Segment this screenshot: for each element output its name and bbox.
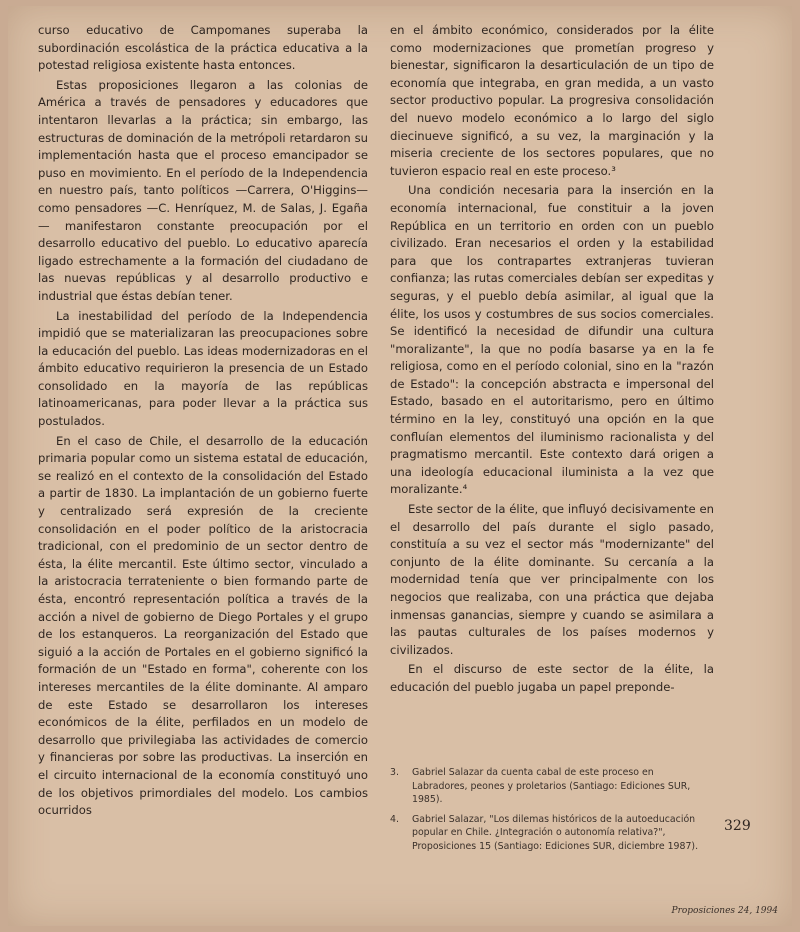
running-footer: Proposiciones 24, 1994 — [671, 906, 778, 916]
footnote-text: Gabriel Salazar, "Los dilemas históricos de la autoeducación popular en Chile. ¿Integración o autonomía relativa?", Proposiciones 15 (Santiago: Ediciones SUR, diciembre 1987). — [412, 813, 699, 852]
book-page — [8, 6, 792, 926]
footnotes — [390, 766, 708, 860]
left-text-column — [38, 22, 368, 820]
footnote-text: Gabriel Salazar da cuenta cabal de este proceso en Labradores, peones y proletarios (Santiago: Ediciones SUR, 1985). — [412, 767, 691, 806]
paragraph: curso educativo de Campomanes superaba la subordinación escolástica de la práctica educativa a la potestad religiosa existente hasta entonces. — [38, 23, 368, 73]
footnote-number: 3. — [390, 767, 399, 778]
right-text-column — [390, 22, 714, 697]
paragraph: Este sector de la élite, que influyó decisivamente en el desarrollo del país durante el siglo pasado, constituía a su vez el sector más "modernizante" del conjunto de la élite dominante. Su cercanía a la modernidad tenía que ver principalmente con los negocios que realizaba, con una práctica que dejaba inmensas ganancias, siempre y cuando se asimilara a las pautas culturales de los países modernos y civilizados. — [390, 502, 714, 657]
footnote-number: 4. — [390, 813, 399, 825]
paragraph: En el caso de Chile, el desarrollo de la educación primaria popular como un sistema estatal de educación, se realizó en el contexto de la consolidación del Estado a partir de 1830. La implantación de un gobierno fuerte y centralizado será expresión de la creciente consolidación en el poder político de la aristocracia tradicional, con el predominio de un sector dentro de ésta, la élite mercantil. Este último sector, vinculado a la aristocracia terrateniente o bien formando parte de ésta, encontró representación política a través de la acción a nivel de gobierno de Diego Portales y el grupo de los estanqueros. La reorganización del Estado que siguió a la acción de Portales en el gobierno significó la formación de un "Estado en forma", coherente con los intereses mercantiles de la élite dominante. Al amparo de este Estado se desarrollaron los intereses económicos de la élite, perfilados en un modelo de desarrollo que privilegiaba las actividades de comercio y financieras por sobre las productivas. La inserción en el circuito internacional de la economía constituyó uno de los objetivos primordiales del modelo. Los cambios ocurridos — [38, 433, 368, 818]
footnote — [390, 766, 708, 807]
paragraph: La inestabilidad del período de la Independencia impidió que se materializaran las preocupaciones sobre la educación del pueblo. Las ideas modernizadoras en el ámbito educativo requirieron la presencia de un Estado consolidado en la mayoría de las repúblicas latinoamericanas, para poder llevar a la práctica sus postulados. — [38, 308, 368, 429]
paragraph: Una condición necesaria para la inserción en la economía internacional, fue constituir a la joven República en un territorio en orden con un pueblo civilizado. Eran necesarios el orden y la estabilidad para que los contrapartes extranjeras tuvieran confianza; las rutas comerciales debían ser expeditas y seguras, y el pueblo debía asimilar, al igual que la élite, los usos y costumbres de sus socios comerciales. Se identificó la necesidad de difundir una cultura "moralizante", la que no podía basarse ya en la fe religiosa, como en el período colonial, sino en la "razón de Estado": la concepción abstracta e impersonal del Estado, basado en el autoritarismo, pero en último término en la ley, constituyó una opción en la que confluían elementos del iluminismo racionalista y del pragmatismo mercantil. Este contexto dará origen a una ideología educacional iluminista a la vez que moralizante.⁴ — [390, 183, 714, 497]
paragraph: En el discurso de este sector de la élite, la educación del pueblo jugaba un papel preponde- — [390, 662, 714, 694]
paragraph: Estas proposiciones llegaron a las colonias de América a través de pensadores y educadores que intentaron llevarlas a la práctica; sin embargo, las estructuras de dominación de la metrópoli retardaron su implementación hasta que el proceso emancipador se puso en movimiento. En el período de la Independencia en nuestro país, tanto políticos —Carrera, O'Higgins— como pensadores —C. Henríquez, M. de Salas, J. Egaña— manifestaron constante preocupación por el desarrollo educativo del pueblo. Lo educativo aparecía ligado estrechamente a la formación del ciudadano de las nuevas repúblicas y al desarrollo productivo e industrial que éstas debían tener. — [38, 77, 368, 303]
footnote — [390, 813, 708, 854]
paragraph: en el ámbito económico, considerados por la élite como modernizaciones que prometían progreso y bienestar, significaron la desarticulación de un tipo de economía que integraba, en gran medida, a un vasto sector productivo popular. La progresiva consolidación del nuevo modelo económico a lo largo del siglo diecinueve significó, a su vez, la marginación y la miseria creciente de los sectores populares, que no tuvieron espacio real en este proceso.³ — [390, 23, 714, 178]
page-number: 329 — [724, 818, 751, 834]
